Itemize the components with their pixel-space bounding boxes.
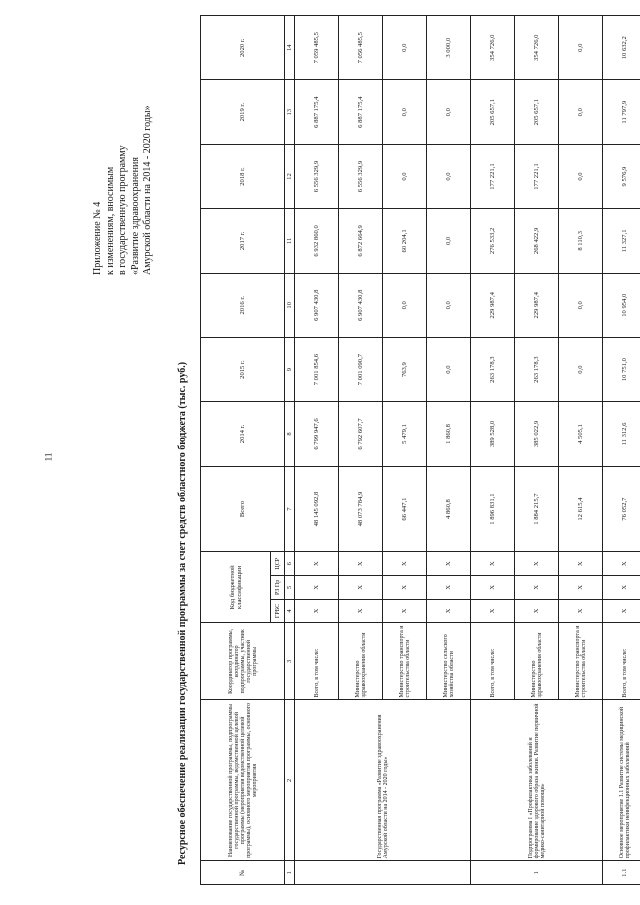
cell-y2014: 6 799 947,6 — [295, 402, 339, 466]
cell-y2017: 6 932 860,0 — [295, 209, 339, 273]
table-row — [471, 16, 515, 885]
cell-grbs: X — [471, 599, 515, 623]
cell-y2019: 205 657,1 — [515, 80, 559, 144]
cell-y2020: 354 726,0 — [515, 16, 559, 81]
column-number: 3 — [285, 623, 295, 700]
cell-y2018: 6 556 329,9 — [339, 144, 383, 208]
column-number: 7 — [285, 466, 295, 552]
table-body — [295, 16, 640, 885]
row-coordinator: Министерство транспорта и строительства области — [559, 623, 603, 700]
cell-csr: X — [339, 552, 383, 576]
row-name: Подпрограмма I «Профилактика заболеваний и формирование здорового образа жизни. Развитие первичной медико-санитарной помощи» — [471, 700, 603, 861]
cell-y2020: 7 056 485,5 — [339, 16, 383, 81]
row-number: 1 — [471, 861, 603, 885]
header-year-2015: 2015 г. — [201, 337, 285, 401]
cell-grbs: X — [559, 599, 603, 623]
cell-rzpr: X — [559, 576, 603, 600]
cell-y2019: 0,0 — [427, 80, 471, 144]
cell-y2019: 11 797,9 — [603, 80, 640, 144]
cell-y2020: 0,0 — [559, 16, 603, 81]
header-year-2018: 2018 г. — [201, 144, 285, 208]
cell-rzpr: X — [427, 576, 471, 600]
table-row — [295, 16, 339, 885]
cell-total: 12 615,4 — [559, 466, 603, 552]
cell-grbs: X — [515, 599, 559, 623]
column-number: 13 — [285, 80, 295, 144]
resource-table — [200, 15, 640, 885]
page-number: 11 — [43, 452, 54, 462]
cell-y2015: 7 001 854,6 — [295, 337, 339, 401]
cell-y2016: 0,0 — [383, 273, 427, 337]
cell-csr: X — [383, 552, 427, 576]
cell-y2017: 6 872 664,9 — [339, 209, 383, 273]
cell-y2017: 60 204,1 — [383, 209, 427, 273]
appendix-line: к изменениям, вносимым — [104, 166, 116, 275]
cell-y2016: 229 987,4 — [515, 273, 559, 337]
document-title: Ресурсное обеспечение реализации государственной программы за счет средств областного бюджета (тыс. руб.) — [177, 361, 188, 865]
cell-y2014: 4 505,1 — [559, 402, 603, 466]
cell-y2019: 205 657,1 — [471, 80, 515, 144]
cell-y2020: 7 059 485,5 — [295, 16, 339, 81]
header-num: № — [201, 861, 285, 885]
row-number — [295, 861, 471, 885]
cell-y2019: 0,0 — [559, 80, 603, 144]
cell-y2016: 0,0 — [427, 273, 471, 337]
header-total: Всего — [201, 466, 285, 552]
row-coordinator: Министерство транспорта и строительства области — [383, 623, 427, 700]
row-coordinator: Министерство здравоохранения области — [339, 623, 383, 700]
cell-total: 48 145 092,8 — [295, 466, 339, 552]
column-number: 2 — [285, 700, 295, 861]
cell-grbs: X — [603, 599, 640, 623]
cell-y2014: 6 792 607,7 — [339, 402, 383, 466]
header-year-2017: 2017 г. — [201, 209, 285, 273]
column-number: 6 — [285, 552, 295, 576]
cell-csr: X — [427, 552, 471, 576]
cell-y2016: 6 907 430,8 — [295, 273, 339, 337]
cell-y2017: 8 110,3 — [559, 209, 603, 273]
cell-rzpr: X — [295, 576, 339, 600]
cell-y2016: 229 987,4 — [471, 273, 515, 337]
cell-y2018: 177 221,1 — [515, 144, 559, 208]
column-number: 1 — [285, 861, 295, 885]
cell-rzpr: X — [339, 576, 383, 600]
cell-y2014: 385 022,9 — [515, 402, 559, 466]
cell-total: 76 052,7 — [603, 466, 640, 552]
cell-y2018: 0,0 — [559, 144, 603, 208]
row-coordinator: Всего, в том числе: — [471, 623, 515, 700]
cell-y2017: 0,0 — [427, 209, 471, 273]
cell-y2019: 0,0 — [383, 80, 427, 144]
cell-y2015: 263 178,3 — [515, 337, 559, 401]
cell-y2020: 10 632,2 — [603, 16, 640, 81]
appendix-line: Амурской области на 2014 - 2020 годы» — [142, 105, 153, 275]
cell-y2018: 0,0 — [383, 144, 427, 208]
row-number: 1.1 — [603, 861, 640, 885]
cell-y2018: 177 221,1 — [471, 144, 515, 208]
table-row — [603, 16, 640, 885]
header-year-2019: 2019 г. — [201, 80, 285, 144]
header-grbs: ГРБС — [271, 599, 285, 623]
appendix-note — [92, 105, 155, 275]
column-number: 10 — [285, 273, 295, 337]
cell-rzpr: X — [471, 576, 515, 600]
column-number: 11 — [285, 209, 295, 273]
cell-grbs: X — [427, 599, 471, 623]
cell-csr: X — [295, 552, 339, 576]
cell-y2016: 6 907 430,8 — [339, 273, 383, 337]
cell-y2014: 5 479,1 — [383, 402, 427, 466]
row-coordinator: Министерство сельского хозяйства области — [427, 623, 471, 700]
cell-y2017: 268 422,9 — [515, 209, 559, 273]
row-coordinator: Всего, в том числе: — [295, 623, 339, 700]
cell-rzpr: X — [515, 576, 559, 600]
cell-total: 48 073 784,9 — [339, 466, 383, 552]
row-name: Государственная программа «Развитие здравоохранения Амурской области на 2014 - 2020 годы» — [295, 700, 471, 861]
column-number: 14 — [285, 16, 295, 81]
appendix-line: в государственную программу — [117, 145, 128, 275]
cell-total: 1 884 215,7 — [515, 466, 559, 552]
cell-y2019: 6 887 175,4 — [295, 80, 339, 144]
cell-y2015: 7 001 090,7 — [339, 337, 383, 401]
cell-y2015: 263 178,3 — [471, 337, 515, 401]
cell-y2017: 11 327,1 — [603, 209, 640, 273]
header-coordinator: Координатор программы, координатор подпрограммы, участник государственной программы — [201, 623, 285, 700]
header-csr: ЦСР — [271, 552, 285, 576]
appendix-line: «Развитие здравоохранения — [129, 157, 141, 275]
cell-total: 1 896 831,1 — [471, 466, 515, 552]
header-year-2020: 2020 г. — [201, 16, 285, 81]
cell-csr: X — [515, 552, 559, 576]
row-name: Основное мероприятие 1.1 Развитие системы медицинской профилактики неинфекционных заболеваний — [603, 700, 640, 861]
header-name: Наименование государственной программы, подпрограммы государственной программы, ведомственной целевой программы (мероприятия ведомственной целевой программы), основного мероприятия программы, основного мероприятия — [201, 700, 285, 861]
header-rzpr: РЗ Пр — [271, 576, 285, 600]
cell-y2020: 3 000,0 — [427, 16, 471, 81]
cell-csr: X — [559, 552, 603, 576]
cell-y2015: 763,9 — [383, 337, 427, 401]
column-number-row — [285, 16, 295, 885]
cell-y2020: 354 726,0 — [471, 16, 515, 81]
appendix-line: Приложение № 4 — [92, 201, 103, 275]
header-year-2016: 2016 г. — [201, 273, 285, 337]
cell-total: 4 860,8 — [427, 466, 471, 552]
cell-y2015: 0,0 — [427, 337, 471, 401]
cell-y2017: 276 533,2 — [471, 209, 515, 273]
row-coordinator: Министерство здравоохранения области — [515, 623, 559, 700]
cell-y2015: 10 751,0 — [603, 337, 640, 401]
row-coordinator: Всего, в том числе: — [603, 623, 640, 700]
cell-y2020: 0,0 — [383, 16, 427, 81]
column-number: 5 — [285, 576, 295, 600]
column-number: 9 — [285, 337, 295, 401]
cell-y2016: 0,0 — [559, 273, 603, 337]
cell-y2014: 11 312,6 — [603, 402, 640, 466]
cell-csr: X — [471, 552, 515, 576]
cell-y2014: 1 860,8 — [427, 402, 471, 466]
column-number: 12 — [285, 144, 295, 208]
cell-y2016: 10 954,0 — [603, 273, 640, 337]
cell-y2019: 6 887 175,4 — [339, 80, 383, 144]
cell-total: 66 447,1 — [383, 466, 427, 552]
cell-grbs: X — [295, 599, 339, 623]
cell-y2018: 9 576,9 — [603, 144, 640, 208]
cell-csr: X — [603, 552, 640, 576]
header-budget-code: Код бюджетной классификации — [201, 552, 271, 623]
header-year-2014: 2014 г. — [201, 402, 285, 466]
cell-y2015: 0,0 — [559, 337, 603, 401]
cell-y2018: 6 556 329,9 — [295, 144, 339, 208]
cell-grbs: X — [383, 599, 427, 623]
column-number: 4 — [285, 599, 295, 623]
cell-rzpr: X — [603, 576, 640, 600]
cell-y2014: 389 528,0 — [471, 402, 515, 466]
cell-rzpr: X — [383, 576, 427, 600]
column-number: 8 — [285, 402, 295, 466]
cell-grbs: X — [339, 599, 383, 623]
cell-y2018: 0,0 — [427, 144, 471, 208]
